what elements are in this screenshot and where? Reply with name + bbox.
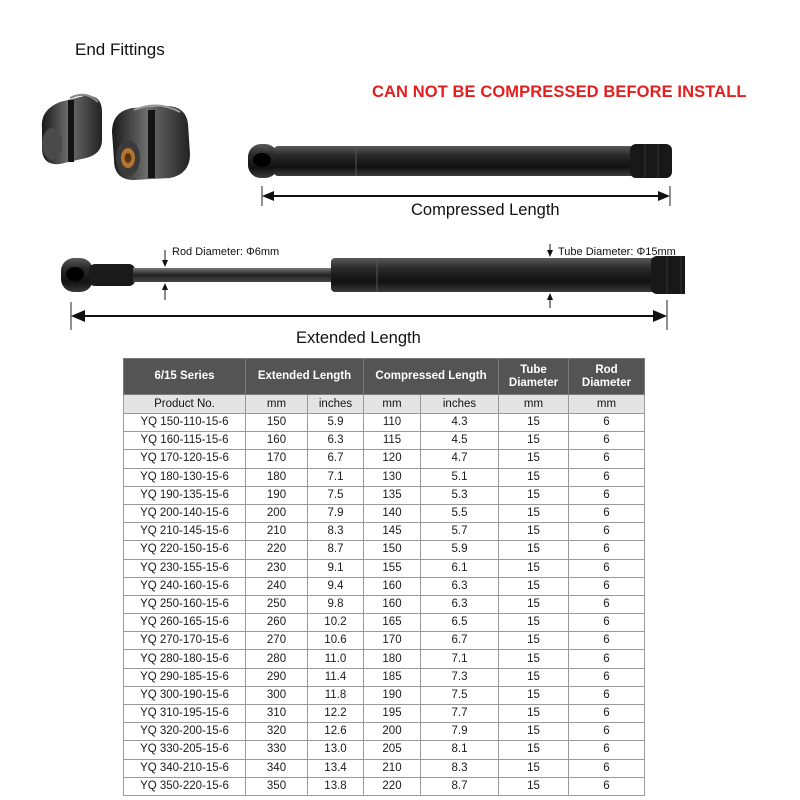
- table-cell: 5.9: [421, 541, 499, 559]
- table-cell: 6: [569, 559, 645, 577]
- table-cell: 6: [569, 741, 645, 759]
- table-cell: 300: [246, 686, 308, 704]
- table-cell: 190: [246, 486, 308, 504]
- table-cell: 135: [364, 486, 421, 504]
- table-cell: 6: [569, 705, 645, 723]
- table-cell: 6: [569, 595, 645, 613]
- table-cell: 180: [364, 650, 421, 668]
- table-cell: 145: [364, 523, 421, 541]
- table-cell: 6: [569, 650, 645, 668]
- table-cell: 8.1: [421, 741, 499, 759]
- table-cell: 160: [246, 432, 308, 450]
- table-cell: 8.3: [308, 523, 364, 541]
- table-cell: 15: [499, 741, 569, 759]
- table-cell: 330: [246, 741, 308, 759]
- table-cell: 5.3: [421, 486, 499, 504]
- table-cell: 6: [569, 486, 645, 504]
- product-number-cell: YQ 160-115-15-6: [124, 432, 246, 450]
- table-cell: 200: [246, 504, 308, 522]
- table-cell: 190: [364, 686, 421, 704]
- table-cell: 350: [246, 777, 308, 795]
- table-cell: 6: [569, 723, 645, 741]
- table-subheader-row: [124, 395, 645, 414]
- table-cell: 13.0: [308, 741, 364, 759]
- table-cell: 6: [569, 686, 645, 704]
- table-cell: 150: [364, 541, 421, 559]
- table-cell: 15: [499, 468, 569, 486]
- table-cell: 6.5: [421, 614, 499, 632]
- table-cell: 310: [246, 705, 308, 723]
- table-cell: 7.1: [421, 650, 499, 668]
- table-cell: 15: [499, 614, 569, 632]
- table-cell: 160: [364, 595, 421, 613]
- table-cell: 5.1: [421, 468, 499, 486]
- compressed-length-label: Compressed Length: [411, 201, 560, 219]
- product-number-cell: YQ 170-120-15-6: [124, 450, 246, 468]
- table-cell: 6.3: [308, 432, 364, 450]
- product-number-cell: YQ 280-180-15-6: [124, 650, 246, 668]
- subheader-cell: mm: [246, 395, 308, 414]
- product-number-cell: YQ 240-160-15-6: [124, 577, 246, 595]
- table-cell: 15: [499, 777, 569, 795]
- table-cell: 7.9: [308, 504, 364, 522]
- table-row: [124, 595, 645, 613]
- product-number-cell: YQ 210-145-15-6: [124, 523, 246, 541]
- table-cell: 15: [499, 432, 569, 450]
- table-cell: 220: [246, 541, 308, 559]
- strut-tube: [274, 146, 634, 176]
- end-fitting-left: [42, 95, 102, 164]
- table-cell: 320: [246, 723, 308, 741]
- subheader-cell: mm: [499, 395, 569, 414]
- table-row: [124, 686, 645, 704]
- subheader-cell: inches: [308, 395, 364, 414]
- product-number-cell: YQ 270-170-15-6: [124, 632, 246, 650]
- table-cell: 7.5: [421, 686, 499, 704]
- table-cell: 170: [364, 632, 421, 650]
- table-cell: 110: [364, 414, 421, 432]
- table-row: [124, 577, 645, 595]
- tube-diameter-label: Tube Diameter: Φ15mm: [558, 246, 676, 258]
- table-row: [124, 541, 645, 559]
- table-cell: 15: [499, 577, 569, 595]
- extended-length-label: Extended Length: [296, 329, 421, 347]
- table-row: [124, 723, 645, 741]
- table-cell: 6: [569, 414, 645, 432]
- product-number-cell: YQ 260-165-15-6: [124, 614, 246, 632]
- table-row: [124, 650, 645, 668]
- header-extended: Extended Length: [246, 359, 364, 395]
- table-cell: 5.9: [308, 414, 364, 432]
- table-cell: 15: [499, 523, 569, 541]
- table-cell: 6: [569, 450, 645, 468]
- table-cell: 11.8: [308, 686, 364, 704]
- table-cell: 170: [246, 450, 308, 468]
- end-fittings-image: [30, 88, 210, 188]
- table-cell: 15: [499, 705, 569, 723]
- header-series: 6/15 Series: [124, 359, 246, 395]
- table-header-row: [124, 359, 645, 395]
- table-cell: 15: [499, 486, 569, 504]
- header-tube-diameter: Tube Diameter: [499, 359, 569, 395]
- product-number-cell: YQ 350-220-15-6: [124, 777, 246, 795]
- table-cell: 115: [364, 432, 421, 450]
- table-cell: 11.0: [308, 650, 364, 668]
- table-cell: 120: [364, 450, 421, 468]
- table-cell: 8.7: [421, 777, 499, 795]
- table-cell: 6: [569, 504, 645, 522]
- table-cell: 4.5: [421, 432, 499, 450]
- table-row: [124, 759, 645, 777]
- table-cell: 290: [246, 668, 308, 686]
- table-cell: 210: [364, 759, 421, 777]
- table-cell: 200: [364, 723, 421, 741]
- end-fitting-right: [112, 105, 190, 180]
- table-cell: 230: [246, 559, 308, 577]
- table-cell: 15: [499, 559, 569, 577]
- table-cell: 220: [364, 777, 421, 795]
- table-cell: 270: [246, 632, 308, 650]
- table-cell: 7.9: [421, 723, 499, 741]
- table-cell: 15: [499, 414, 569, 432]
- table-cell: 15: [499, 650, 569, 668]
- table-cell: 195: [364, 705, 421, 723]
- header-rod-diameter: Rod Diameter: [569, 359, 645, 395]
- table-cell: 240: [246, 577, 308, 595]
- product-number-cell: YQ 190-135-15-6: [124, 486, 246, 504]
- table-row: [124, 668, 645, 686]
- table-row: [124, 559, 645, 577]
- table-cell: 6: [569, 668, 645, 686]
- table-cell: 185: [364, 668, 421, 686]
- table-cell: 8.3: [421, 759, 499, 777]
- table-cell: 15: [499, 723, 569, 741]
- table-cell: 15: [499, 632, 569, 650]
- table-cell: 6: [569, 777, 645, 795]
- table-row: [124, 450, 645, 468]
- table-cell: 10.2: [308, 614, 364, 632]
- product-number-cell: YQ 320-200-15-6: [124, 723, 246, 741]
- product-number-cell: YQ 290-185-15-6: [124, 668, 246, 686]
- table-row: [124, 523, 645, 541]
- table-row: [124, 632, 645, 650]
- table-cell: 6: [569, 523, 645, 541]
- product-number-cell: YQ 220-150-15-6: [124, 541, 246, 559]
- table-cell: 8.7: [308, 541, 364, 559]
- table-cell: 250: [246, 595, 308, 613]
- table-cell: 7.7: [421, 705, 499, 723]
- table-cell: 5.7: [421, 523, 499, 541]
- table-cell: 280: [246, 650, 308, 668]
- table-cell: 7.5: [308, 486, 364, 504]
- subheader-cell: Product No.: [124, 395, 246, 414]
- table-cell: 15: [499, 686, 569, 704]
- table-cell: 6.7: [308, 450, 364, 468]
- table-cell: 12.6: [308, 723, 364, 741]
- table-cell: 4.7: [421, 450, 499, 468]
- table-cell: 210: [246, 523, 308, 541]
- rod-diameter-label: Rod Diameter: Φ6mm: [172, 246, 280, 258]
- table-row: [124, 468, 645, 486]
- product-number-cell: YQ 300-190-15-6: [124, 686, 246, 704]
- table-cell: 260: [246, 614, 308, 632]
- table-cell: 160: [364, 577, 421, 595]
- table-row: [124, 486, 645, 504]
- warning-text: CAN NOT BE COMPRESSED BEFORE INSTALL: [372, 83, 747, 101]
- table-cell: 205: [364, 741, 421, 759]
- table-cell: 9.8: [308, 595, 364, 613]
- table-row: [124, 741, 645, 759]
- table-cell: 6.1: [421, 559, 499, 577]
- table-cell: 13.8: [308, 777, 364, 795]
- table-cell: 6: [569, 577, 645, 595]
- product-number-cell: YQ 310-195-15-6: [124, 705, 246, 723]
- table-cell: 12.2: [308, 705, 364, 723]
- subheader-cell: mm: [569, 395, 645, 414]
- spec-table: [123, 358, 645, 796]
- table-cell: 15: [499, 759, 569, 777]
- subheader-cell: mm: [364, 395, 421, 414]
- table-row: [124, 414, 645, 432]
- table-cell: 15: [499, 595, 569, 613]
- table-cell: 4.3: [421, 414, 499, 432]
- table-row: [124, 705, 645, 723]
- table-row: [124, 777, 645, 795]
- table-cell: 15: [499, 668, 569, 686]
- table-cell: 340: [246, 759, 308, 777]
- table-cell: 7.3: [421, 668, 499, 686]
- table-cell: 6.3: [421, 577, 499, 595]
- product-number-cell: YQ 230-155-15-6: [124, 559, 246, 577]
- table-cell: 130: [364, 468, 421, 486]
- table-cell: 7.1: [308, 468, 364, 486]
- table-cell: 6.3: [421, 595, 499, 613]
- table-cell: 6: [569, 759, 645, 777]
- product-number-cell: YQ 250-160-15-6: [124, 595, 246, 613]
- table-cell: 6: [569, 432, 645, 450]
- table-row: [124, 504, 645, 522]
- table-row: [124, 432, 645, 450]
- subheader-cell: inches: [421, 395, 499, 414]
- table-cell: 9.4: [308, 577, 364, 595]
- compressed-strut-diagram: [240, 138, 680, 210]
- table-cell: 6: [569, 468, 645, 486]
- table-cell: 11.4: [308, 668, 364, 686]
- table-cell: 5.5: [421, 504, 499, 522]
- header-compressed: Compressed Length: [364, 359, 499, 395]
- product-number-cell: YQ 200-140-15-6: [124, 504, 246, 522]
- table-cell: 150: [246, 414, 308, 432]
- product-number-cell: YQ 150-110-15-6: [124, 414, 246, 432]
- table-cell: 13.4: [308, 759, 364, 777]
- table-cell: 155: [364, 559, 421, 577]
- product-number-cell: YQ 180-130-15-6: [124, 468, 246, 486]
- table-cell: 180: [246, 468, 308, 486]
- product-number-cell: YQ 330-205-15-6: [124, 741, 246, 759]
- table-row: [124, 614, 645, 632]
- table-cell: 15: [499, 504, 569, 522]
- table-cell: 140: [364, 504, 421, 522]
- table-cell: 9.1: [308, 559, 364, 577]
- table-cell: 6: [569, 614, 645, 632]
- product-number-cell: YQ 340-210-15-6: [124, 759, 246, 777]
- table-cell: 165: [364, 614, 421, 632]
- table-cell: 6: [569, 541, 645, 559]
- table-cell: 6.7: [421, 632, 499, 650]
- strut-rod: [133, 268, 333, 282]
- table-cell: 10.6: [308, 632, 364, 650]
- end-fittings-title: End Fittings: [75, 40, 165, 59]
- strut-tube: [331, 258, 661, 292]
- table-cell: 6: [569, 632, 645, 650]
- table-cell: 15: [499, 541, 569, 559]
- table-cell: 15: [499, 450, 569, 468]
